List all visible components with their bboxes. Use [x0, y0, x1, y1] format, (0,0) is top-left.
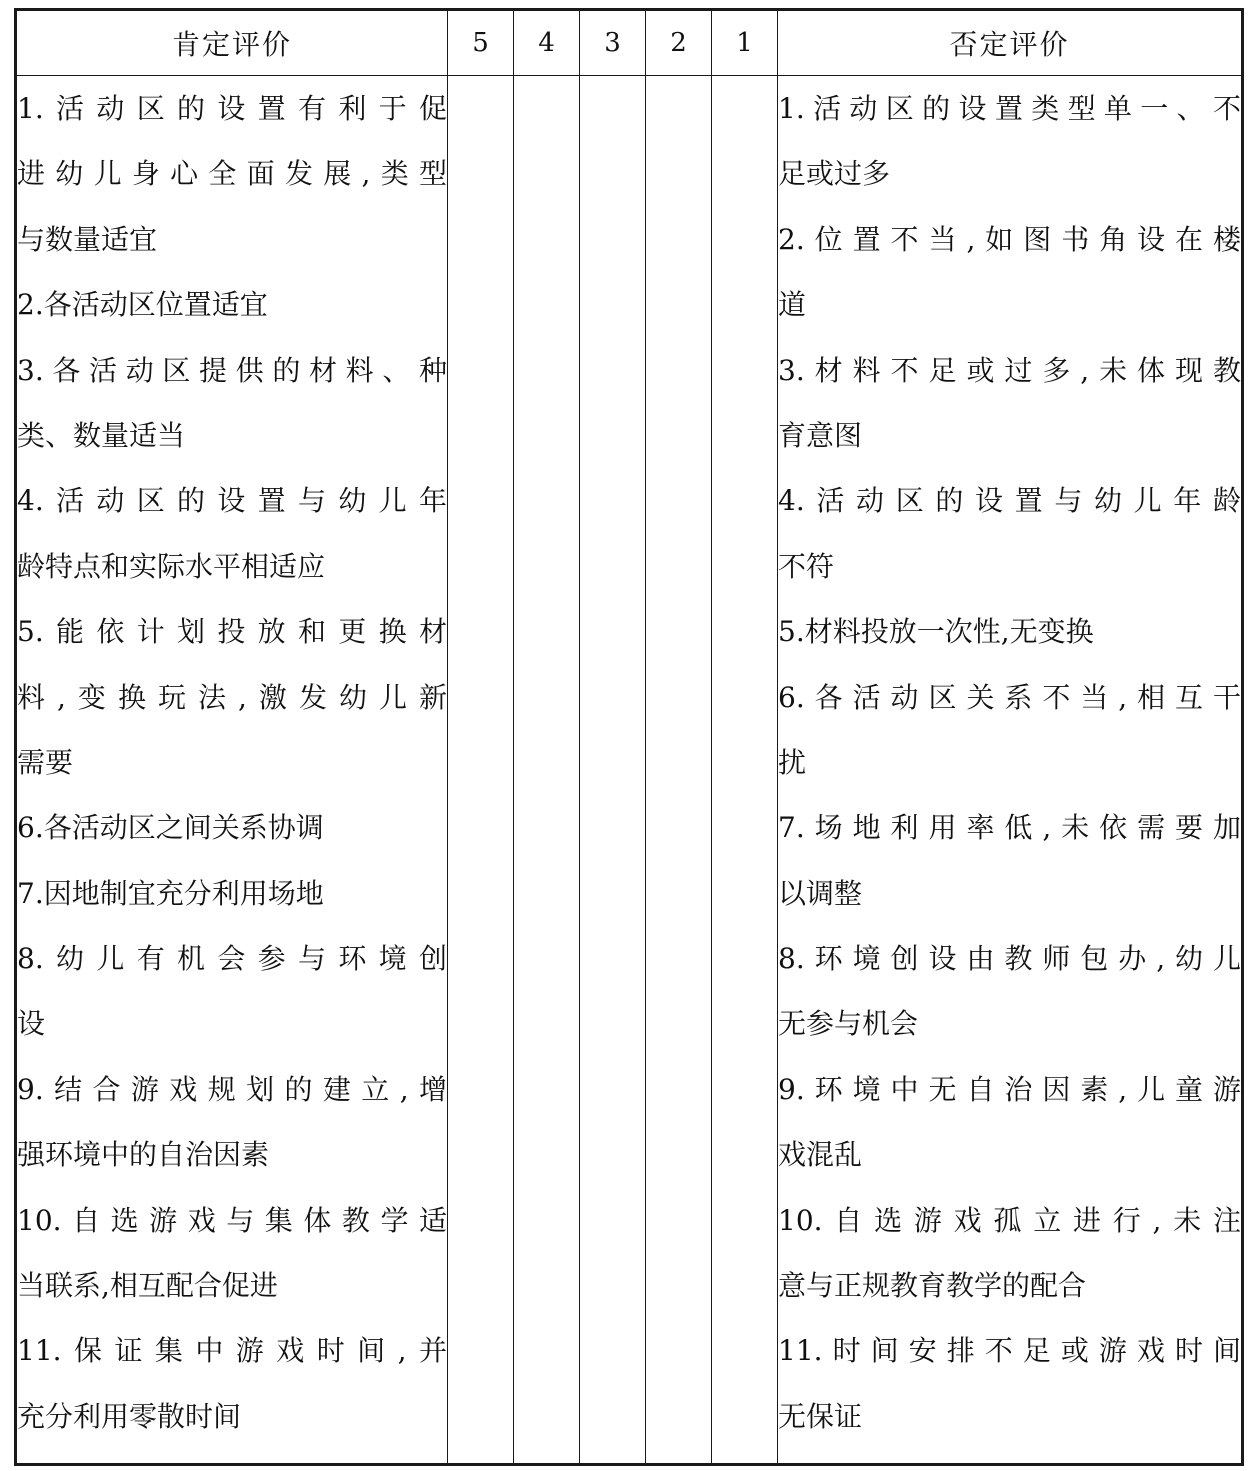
positive-line: 1.活动区的设置有利于促: [17, 92, 447, 125]
score-cell-1[interactable]: [712, 76, 778, 1465]
evaluation-table: [14, 8, 1244, 1466]
negative-line: 道: [778, 288, 807, 322]
negative-line: 育意图: [778, 418, 863, 452]
negative-criteria-cell: [778, 76, 1243, 1465]
score-cell-2[interactable]: [646, 76, 712, 1465]
positive-line: 11.保证集中游戏时间,并: [17, 1334, 447, 1368]
score-header-5: 5: [448, 10, 514, 76]
positive-line: 8.幼儿有机会参与环境创: [17, 942, 447, 976]
positive-line: 与数量适宜: [17, 222, 158, 256]
negative-line: 足或过多: [778, 157, 891, 191]
positive-line: 6.各活动区之间关系协调: [17, 811, 324, 845]
score-cell-3[interactable]: [580, 76, 646, 1465]
negative-line: 不符: [778, 549, 835, 583]
positive-line: 设: [17, 1007, 46, 1041]
negative-line: 5.材料投放一次性,无变换: [778, 615, 1094, 649]
negative-line: 4.活动区的设置与幼儿年龄: [778, 484, 1241, 518]
positive-line: 9.结合游戏规划的建立,增: [17, 1072, 447, 1106]
positive-line: 3.各活动区提供的材料、种: [17, 353, 447, 387]
negative-line: 以调整: [778, 876, 863, 910]
negative-line: 无参与机会: [778, 1007, 919, 1041]
positive-line: 充分利用零散时间: [17, 1399, 242, 1433]
negative-line: 7.场地利用率低,未依需要加: [778, 811, 1241, 845]
positive-line: 进幼儿身心全面发展,类型: [17, 157, 447, 191]
negative-line: 2.位置不当,如图书角设在楼: [778, 222, 1241, 256]
score-header-2: 2: [646, 10, 712, 76]
score-cell-5[interactable]: [448, 76, 514, 1465]
positive-header: 肯定评价: [16, 10, 448, 76]
positive-criteria-cell: [16, 76, 448, 1465]
negative-line: 11.时间安排不足或游戏时间: [778, 1334, 1241, 1368]
negative-line: 9.环境中无自治因素,儿童游: [778, 1072, 1241, 1106]
negative-line: 无保证: [778, 1399, 863, 1433]
positive-line: 龄特点和实际水平相适应: [17, 549, 326, 583]
positive-line: 料,变换玩法,激发幼儿新: [17, 680, 447, 714]
positive-line: 需要: [17, 745, 74, 779]
negative-line: 戏混乱: [778, 1138, 863, 1172]
negative-line: 10.自选游戏孤立进行,未注: [778, 1203, 1241, 1237]
positive-line: 2.各活动区位置适宜: [17, 288, 268, 322]
score-header-4: 4: [514, 10, 580, 76]
header-row: [16, 10, 1243, 76]
positive-line: 5.能依计划投放和更换材: [17, 615, 447, 649]
positive-line: 4.活动区的设置与幼儿年: [17, 484, 447, 518]
negative-line: 8.环境创设由教师包办,幼儿: [778, 942, 1241, 976]
positive-line: 类、数量适当: [17, 418, 186, 452]
score-cell-4[interactable]: [514, 76, 580, 1465]
positive-line: 7.因地制宜充分利用场地: [17, 876, 324, 910]
positive-line: 强环境中的自治因素: [17, 1138, 270, 1172]
negative-line: 意与正规教育教学的配合: [778, 1269, 1087, 1303]
negative-header: 否定评价: [778, 10, 1243, 76]
body-row: [16, 76, 1243, 1465]
negative-line: 3.材料不足或过多,未体现教: [778, 353, 1241, 387]
negative-line: 扰: [778, 745, 807, 779]
positive-line: 当联系,相互配合促进: [17, 1269, 278, 1303]
positive-line: 10.自选游戏与集体教学适: [17, 1203, 447, 1237]
negative-line: 1.活动区的设置类型单一、不: [778, 92, 1241, 125]
negative-line: 6.各活动区关系不当,相互干: [778, 680, 1241, 714]
score-header-1: 1: [712, 10, 778, 76]
evaluation-sheet: [14, 8, 1243, 1466]
score-header-3: 3: [580, 10, 646, 76]
